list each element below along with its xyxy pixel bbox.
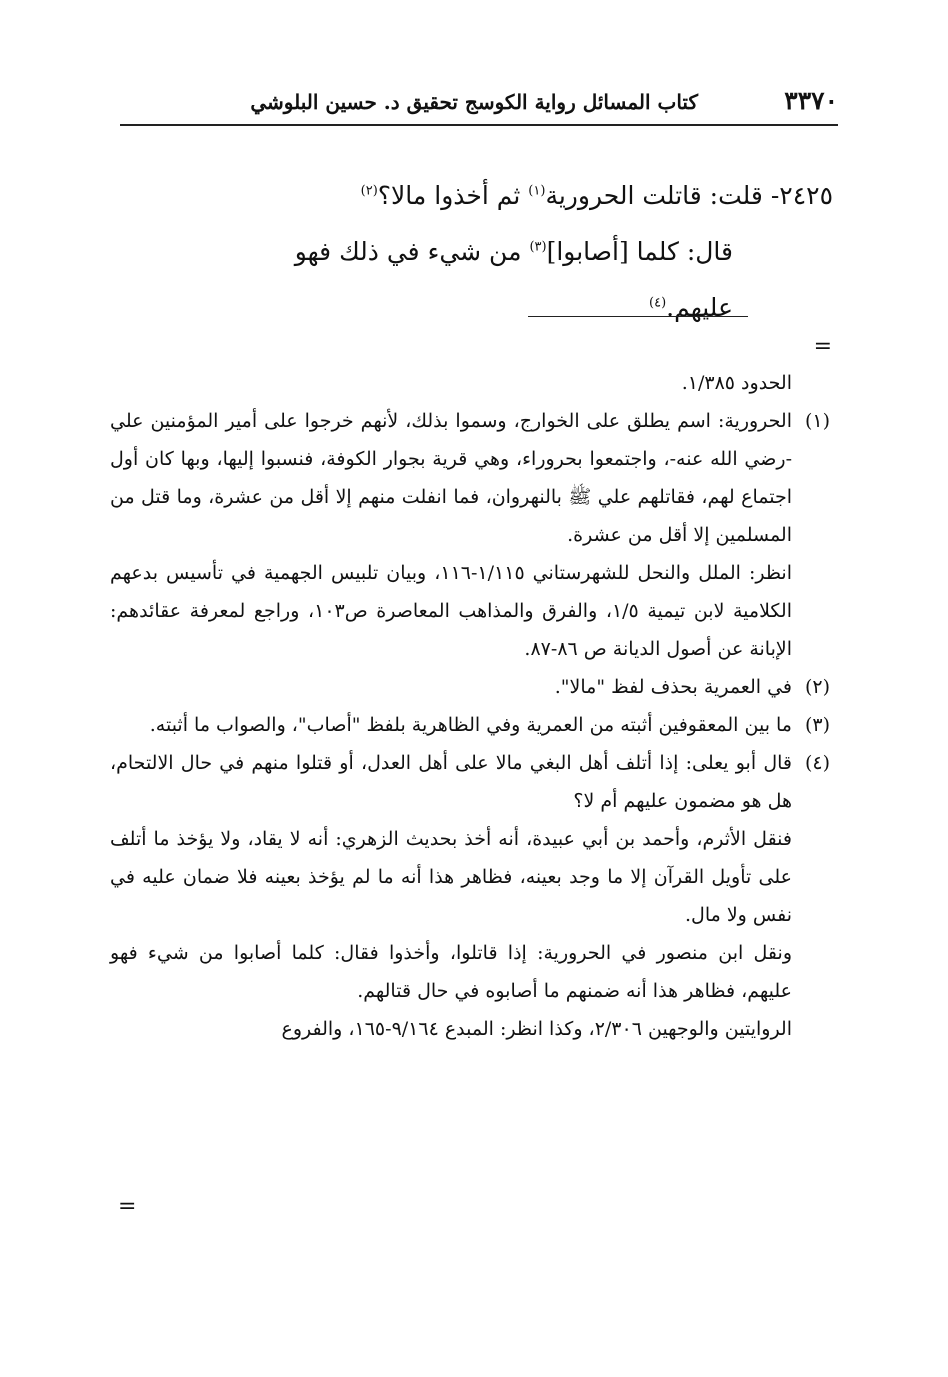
question-number: ٢٤٢٥	[779, 181, 833, 210]
continuation-mark-top: =	[813, 334, 830, 359]
question-line: ٢٤٢٥- قلت: قاتلت الحرورية$^{(١)}$ ثم أخذوا مالا؟$^{(٢)}$	[360, 181, 833, 210]
footnote-4-paragraph: فنقل الأثرم، وأحمد بن أبي عبيدة، أنه أخذ بحديث الزهري: أنه لا يقاد، ولا يؤخذ ما أتلف على تأويل القرآن إلا ما وجد بعينه، فظاهر هذا أنه ما لم يؤخذ بعينه فلا ضمان عليه في نفس ولا مال.	[110, 828, 792, 926]
footnote-1: (١)الحرورية: اسم يطلق على الخوارج، وسموا بذلك، لأنهم خرجوا على أمير المؤمنين علي -رضي الله عنه-، واجتمعوا بحروراء، وهي قرية بجوار الكوفة، فنسبوا إليها، وبها كان أول اجتماع لهم، فقاتلهم علي ﷺ بالنهروان، فما انفلت منهم إلا أقل من عشرة، وما قتل من المسلمين إلا أقل من عشرة.	[110, 402, 830, 554]
footnotes	[110, 364, 830, 1048]
footnote-number: (٤)	[804, 752, 830, 774]
footnote-4-paragraph: الروايتين والوجهين ٢/٣٠٦، وكذا انظر: المبدع ٩/١٦٤-١٦٥، والفروع	[281, 1018, 792, 1040]
footnote-4-paragraph: ونقل ابن منصور في الحرورية: إذا قاتلوا، وأخذوا فقال: كلما أصابوا من شيء فهو عليهم، فظاهر هذا أنه ضمنهم ما أصابوه في حال قتالهم.	[110, 942, 792, 1002]
footnote-ref[interactable]: (٣)	[529, 239, 547, 255]
footnote-number: (٢)	[804, 676, 830, 698]
running-header	[120, 86, 838, 126]
footnote-carry-over: الحدود ١/٣٨٥.	[681, 372, 792, 394]
main-text	[233, 168, 833, 336]
footnote-1-references: انظر: الملل والنحل للشهرستاني ١/١١٥-١١٦، وبيان تلبيس الجهمية في تأسيس بدعهم الكلامية لابن تيمية ١/٥، والفرق والمذاهب المعاصرة ص١٠٣، وراجع لمعرفة عقائدهم: الإبانة عن أصول الديانة ص ٨٦-٨٧.	[110, 562, 792, 660]
answer-line: قال: كلما [أصابوا]$^{(٣)}$ من شيء في ذلك فهو عليهم.$^{(٤)}$	[294, 237, 733, 322]
footnote-3: (٣)ما بين المعقوفين أثبته من العمرية وفي الظاهرية بلفظ "أصاب"، والصواب ما أثبته.	[110, 706, 830, 744]
footnote-4: (٤)قال أبو يعلى: إذا أتلف أهل البغي مالا على أهل العدل، أو قتلوا منهم في حال الالتحام، هل هو مضمون عليهم أم لا؟	[110, 744, 830, 820]
page-number: ٣٣٧٠	[784, 86, 838, 115]
footnote-ref[interactable]: (٢)	[360, 183, 378, 199]
continuation-mark-bottom: =	[118, 1194, 135, 1219]
footnote-number: (١)	[804, 410, 830, 432]
footnote-ref[interactable]: (١)	[528, 183, 546, 199]
footnote-ref[interactable]: (٤)	[649, 295, 667, 311]
footnote-separator	[528, 316, 748, 317]
footnote-2: (٢)في العمرية بحذف لفظ "مالا".	[110, 668, 830, 706]
footnote-number: (٣)	[804, 714, 830, 736]
running-title: كتاب المسائل رواية الكوسج تحقيق د. حسين البلوشي	[250, 90, 698, 114]
